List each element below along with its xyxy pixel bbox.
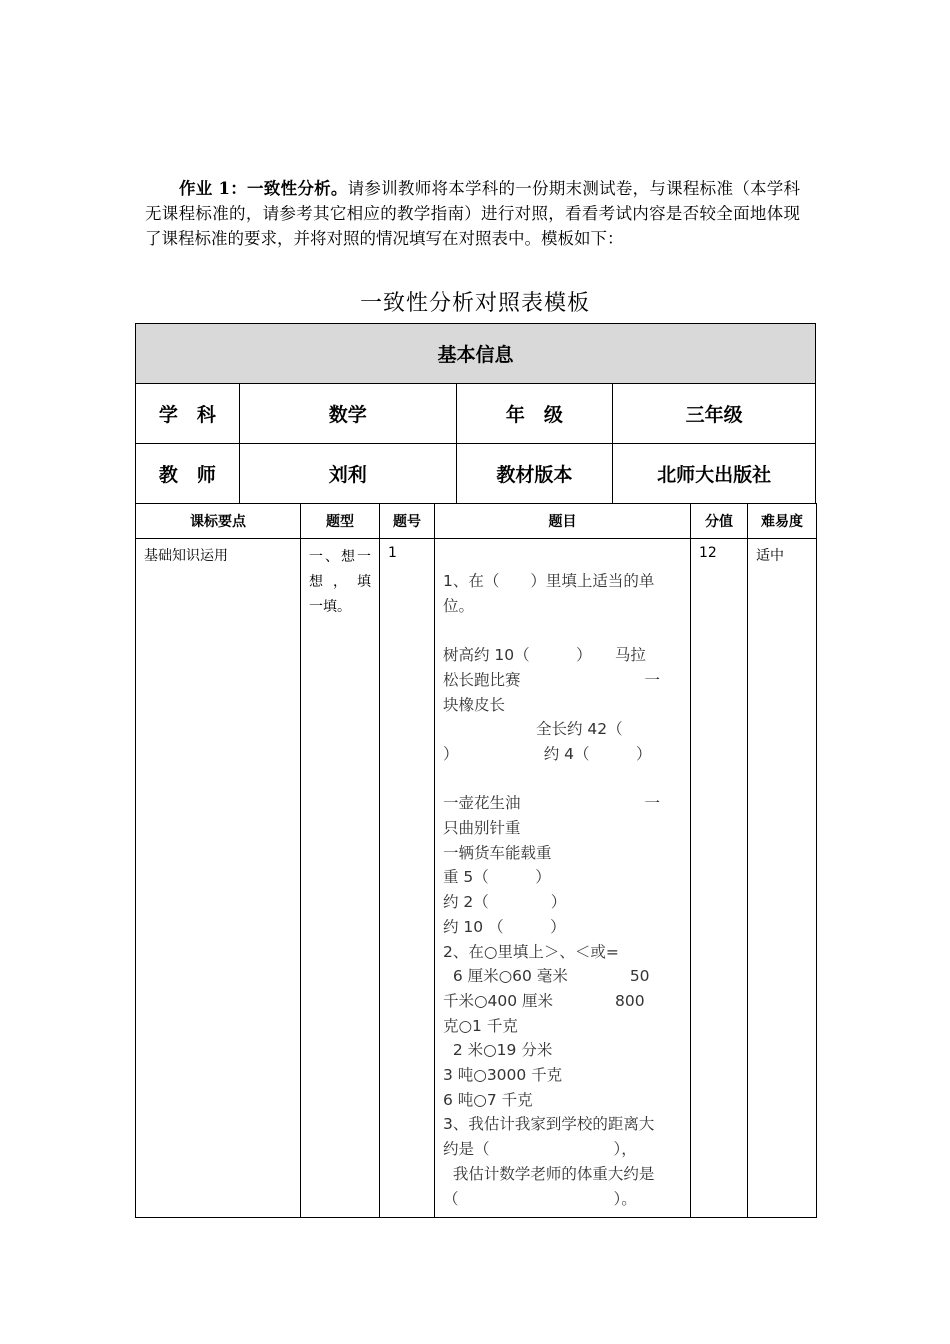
question-line [443,767,682,792]
page-title: 一致性分析对照表模板 [359,291,590,316]
grade-label: 年 级 [456,384,613,444]
table-row [136,539,817,1218]
question-line: 2 米○19 分米 [443,1041,553,1060]
col-header-type: 题型 [301,504,380,539]
question-line: 我估计数学老师的体重大约是 [443,1164,655,1183]
question-line: 只曲别针重 [443,819,521,838]
cell-point: 基础知识运用 [136,539,301,1218]
cell-question [435,539,691,1218]
question-line: 块橡皮长 [443,695,506,714]
question-line: 松长跑比赛 一 [443,670,661,689]
cell-difficulty: 适中 [748,539,817,1218]
question-line: 一壶花生油 一 [443,794,661,813]
col-header-question: 题目 [435,504,691,539]
col-header-point: 课标要点 [136,504,301,539]
question-line: 3、我估计我家到学校的距离大 [443,1115,655,1134]
question-line: 千米○400 厘米 800 [443,991,645,1010]
question-line: 位。 [443,596,475,615]
cell-type: 一、想一想，填 一填。 [301,539,380,1218]
question-line: 树高约 10（ ） 马拉 [443,646,646,665]
question-line: 3 吨○3000 千克 [443,1066,563,1085]
basic-info-table [135,323,816,504]
question-line: 重 5（ ） [443,868,551,887]
question-line: 克○1 千克 [443,1016,518,1035]
question-line: 约 2（ ） [443,893,567,912]
question-line: ） 约 4（ ） [443,744,652,763]
col-header-number: 题号 [380,504,435,539]
question-line: 约是（ ）， [443,1140,637,1159]
question-line: 一辆货车能载重 [443,843,552,862]
assignment-label: 作业 1：一致性分析。 [179,179,348,198]
cell-number: 1 [380,539,435,1218]
assignment-intro [145,176,800,251]
subject-label: 学 科 [136,384,240,444]
analysis-table [135,503,817,1218]
edition-value: 北师大出版社 [613,444,816,504]
grade-value: 三年级 [613,384,816,444]
question-line: 1、在（ ）里填上适当的单 [443,572,655,590]
subject-value: 数学 [239,384,456,444]
basic-info-header: 基本信息 [136,324,816,384]
col-header-difficulty: 难易度 [748,504,817,539]
teacher-label: 教 师 [136,444,240,504]
question-line: （ ）。 [443,1189,637,1208]
question-line: 全长约 42（ [443,720,654,739]
teacher-value: 刘利 [239,444,456,504]
question-line [443,618,682,643]
assignment-text: 请参训教师将本学科的一份期末测试卷，与课程标准（本学科无课程标准的，请参考其它相应的教学指南）进行对照，看看考试内容是否较全面地体现了课程标准的要求，并将对照的情况填写在对照表中。模板如下： [145,179,801,248]
question-line: 6 厘米○60 毫米 50 [443,967,650,986]
edition-label: 教材版本 [456,444,613,504]
question-line: 6 吨○7 千克 [443,1090,533,1109]
question-text [443,545,682,1211]
question-line: 约 10 （ ） [443,917,566,936]
col-header-score: 分值 [691,504,748,539]
cell-score: 12 [691,539,748,1218]
question-line: 2、在○里填上＞、＜或= [443,942,619,961]
